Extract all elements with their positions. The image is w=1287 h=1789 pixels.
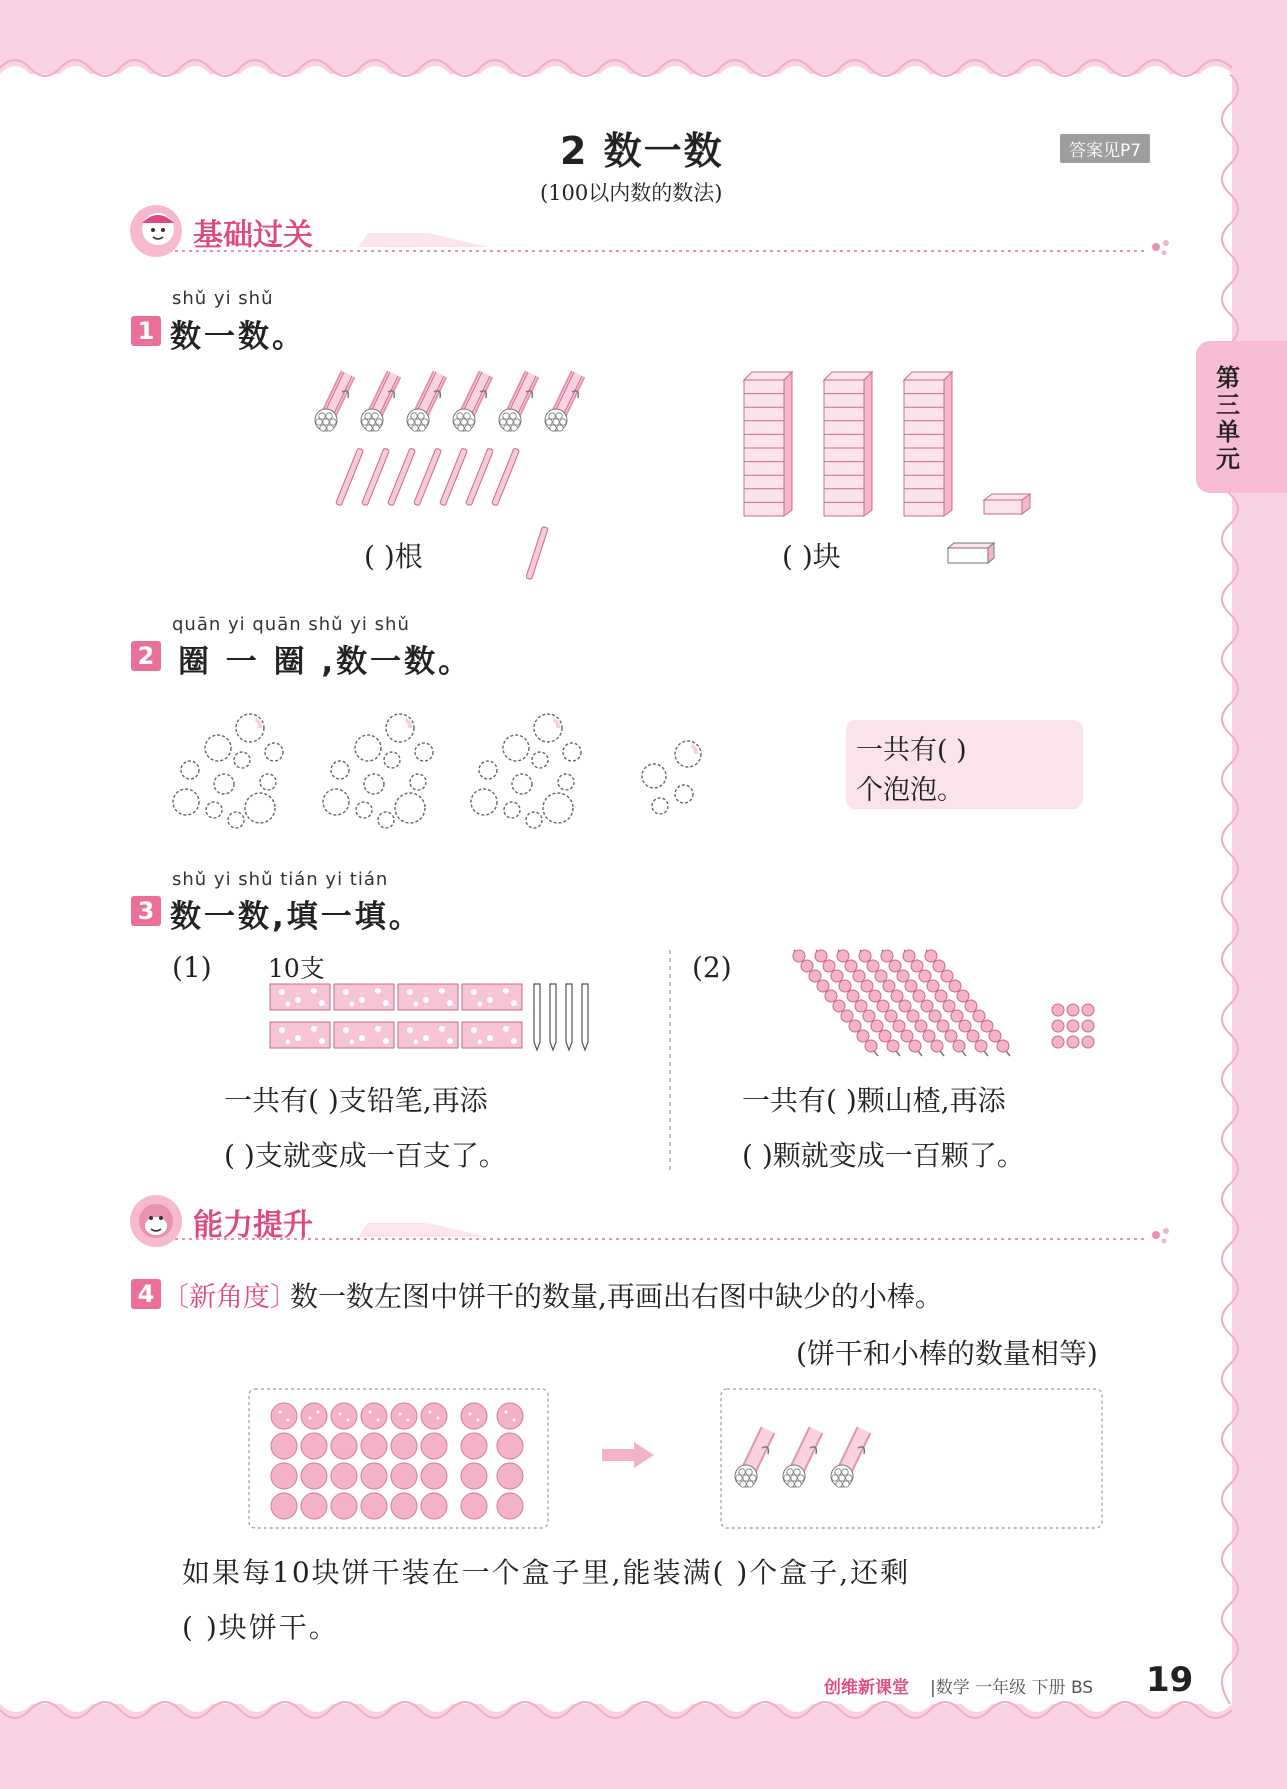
single-stick-icon xyxy=(526,524,550,584)
answer-reference-badge: 答案见P7 xyxy=(1060,134,1150,163)
cartoon-girl-icon xyxy=(128,203,184,259)
cookie-box xyxy=(248,1388,550,1530)
q4-number-badge: 4 xyxy=(131,1279,161,1309)
q2-answer-line2: 个泡泡。 xyxy=(856,775,964,806)
q2-pinyin: quān yi quān shǔ yi shǔ xyxy=(172,614,410,635)
stick-drawing-box[interactable] xyxy=(720,1388,1104,1530)
hawthorn-skewers-picture xyxy=(790,948,1110,1060)
top-wave-border xyxy=(0,48,1232,88)
q1-sticks-answer[interactable]: ( )根 xyxy=(364,540,423,573)
loose-pencils xyxy=(534,984,588,1050)
q4-answer-line2[interactable]: ( )块饼干。 xyxy=(182,1611,339,1644)
unit-cube-small-icon xyxy=(946,540,996,566)
lesson-title: 2 数一数 xyxy=(560,129,724,173)
q2-answer-box xyxy=(846,720,1083,809)
footer-brand: 创维新课堂 xyxy=(824,1678,909,1698)
bubble-cluster-small xyxy=(642,741,701,814)
q3-part2-line1[interactable]: 一共有( )颗山楂,再添 xyxy=(742,1084,1006,1117)
q3-part2-label: (2) xyxy=(692,951,732,984)
q1-pinyin: shǔ yi shǔ xyxy=(172,288,274,309)
q3-part1-line2[interactable]: ( )支就变成一百支了。 xyxy=(224,1139,507,1172)
q2-answer-line1[interactable]: 一共有( ) xyxy=(856,735,967,766)
q3-part1-caption: 10支 xyxy=(268,954,325,983)
q3-instruction: 数一数,填一填。 xyxy=(170,899,423,935)
q1-number-badge: 1 xyxy=(131,316,161,346)
footer-book-info: |数学 一年级 下册 BS xyxy=(930,1678,1094,1698)
q3-divider xyxy=(668,950,672,1170)
q4-instruction: 数一数左图中饼干的数量,再画出右图中缺少的小棒。 xyxy=(290,1280,943,1313)
cartoon-monkey-icon xyxy=(128,1193,184,1249)
stick-bundles-picture xyxy=(312,370,612,510)
page-number: 19 xyxy=(1146,1660,1194,1700)
q3-pinyin: shǔ yi shǔ tián yi tián xyxy=(172,869,389,890)
q1-instruction: 数一数。 xyxy=(170,319,306,355)
q3-part1-label: (1) xyxy=(172,951,212,984)
q3-number-badge: 3 xyxy=(131,896,161,926)
q4-answer-line1[interactable]: 如果每10块饼干装在一个盒子里,能装满( )个盒子,还剩 xyxy=(182,1556,911,1589)
q1-blocks-answer[interactable]: ( )块 xyxy=(782,540,841,573)
block-tower-icon xyxy=(744,372,792,516)
right-wave-border xyxy=(1210,74,1250,1704)
loose-hawthorns xyxy=(1052,1004,1094,1048)
ten-block-towers-picture xyxy=(740,368,1040,518)
bubbles-picture xyxy=(170,710,730,830)
unit-cube-icon xyxy=(984,494,1030,514)
lesson-subtitle: (100以内数的数法) xyxy=(540,181,723,205)
unit-side-tab-label: 第三单元 xyxy=(1216,364,1240,473)
q3-part2-line2[interactable]: ( )颗就变成一百颗了。 xyxy=(742,1139,1025,1172)
q4-note: (饼干和小棒的数量相等) xyxy=(796,1337,1098,1370)
single-sticks xyxy=(336,448,520,506)
section-advanced-title: 能力提升 xyxy=(193,1208,313,1243)
q3-part1-line1[interactable]: 一共有( )支铅笔,再添 xyxy=(224,1084,488,1117)
q4-tag: 〔新角度〕 xyxy=(162,1282,297,1313)
stick-bundle-icon xyxy=(315,372,352,431)
section-basic-title: 基础过关 xyxy=(193,218,313,253)
pencil-box-icon xyxy=(270,984,330,1010)
bubble-cluster xyxy=(173,714,283,828)
right-arrow-icon xyxy=(600,1440,656,1470)
q2-number-badge: 2 xyxy=(131,641,161,671)
unit-side-tab[interactable] xyxy=(1196,341,1287,493)
q2-instruction: 圈 一 圈 ,数一数。 xyxy=(178,644,473,680)
pencil-boxes-picture xyxy=(268,982,598,1054)
